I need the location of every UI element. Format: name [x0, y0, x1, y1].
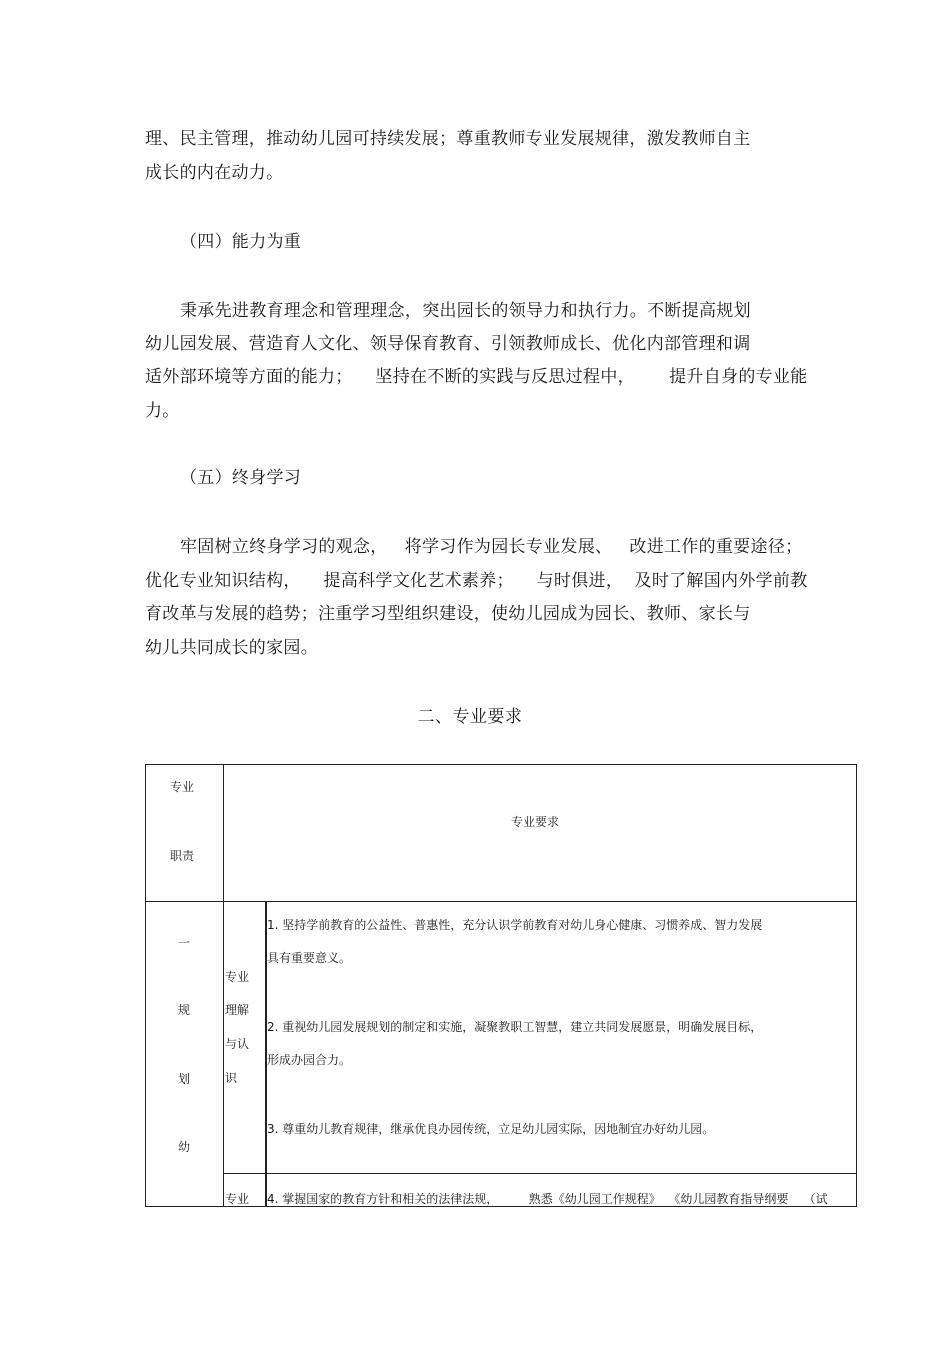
paragraph-line: 幼儿共同成长的家园。 [145, 638, 318, 658]
duty-char: 幼 [178, 1140, 191, 1154]
duty-char: 划 [178, 1072, 191, 1086]
header-duty-line2: 职责 [170, 849, 195, 863]
paragraph-line: 秉承先进教育理念和管理理念，突出园长的领导力和执行力。不断提高规划 [180, 301, 751, 321]
column-divider [223, 765, 224, 1206]
requirement-item: 3. 尊重幼儿教育规律，继承优良办园传统，立足幼儿园实际，因地制宜办好幼儿园。 [267, 1122, 715, 1136]
section-heading: （四）能力为重 [180, 232, 302, 252]
paragraph-line: 幼儿园发展、营造育人文化、领导保育教育、引领教师成长、优化内部管理和调 [145, 334, 751, 354]
requirement-item: 1. 坚持学前教育的公益性、普惠性，充分认识学前教育对幼儿身心健康、习惯养成、智力发展 [267, 918, 763, 932]
row-divider [146, 901, 856, 902]
duty-char: 规 [178, 1003, 191, 1017]
requirement-item: 形成办园合力。 [267, 1053, 352, 1067]
paragraph-line: 力。 [145, 401, 180, 421]
requirement-item: 具有重要意义。 [267, 951, 352, 965]
paragraph-line: 理、民主管理，推动幼儿园可持续发展；尊重教师专业发展规律，激发教师自主 [145, 129, 751, 149]
requirement-item: 2. 重视幼儿园发展规划的制定和实施，凝聚教职工智慧，建立共同发展愿景，明确发展目标， [267, 1020, 763, 1034]
sub-category-line: 专业 [225, 1192, 250, 1206]
duty-char: 一 [178, 936, 191, 950]
header-requirements: 专业要求 [511, 815, 560, 829]
sub-category-line: 识 [225, 1071, 238, 1085]
paragraph-line: 适外部环境等方面的能力； 坚持在不断的实践与反思过程中， 提升自身的专业能 [145, 367, 808, 387]
header-duty-line1: 专业 [170, 780, 195, 794]
sub-category-line: 理解 [225, 1003, 250, 1017]
paragraph-line: 牢固树立终身学习的观念， 将学习作为园长专业发展、 改进工作的重要途径； [180, 537, 803, 557]
requirement-item: 4. 掌握国家的教育方针和相关的法律法规， 熟悉《幼儿园工作规程》 《幼儿园教育指导纲要 （试 [267, 1192, 828, 1206]
paragraph-line: 成长的内在动力。 [145, 163, 284, 183]
requirements-table [145, 764, 857, 1207]
sub-category-line: 与认 [225, 1037, 250, 1051]
paragraph-line: 优化专业知识结构， 提高科学文化艺术素养； 与时俱进， 及时了解国内外学前教 [145, 571, 808, 591]
section-heading: （五）终身学习 [180, 468, 302, 488]
paragraph-line: 育改革与发展的趋势；注重学习型组织建设，使幼儿园成为园长、教师、家长与 [145, 604, 751, 624]
section-title: 二、专业要求 [417, 707, 523, 727]
sub-category-line: 专业 [225, 970, 250, 984]
row-divider [223, 1173, 856, 1174]
